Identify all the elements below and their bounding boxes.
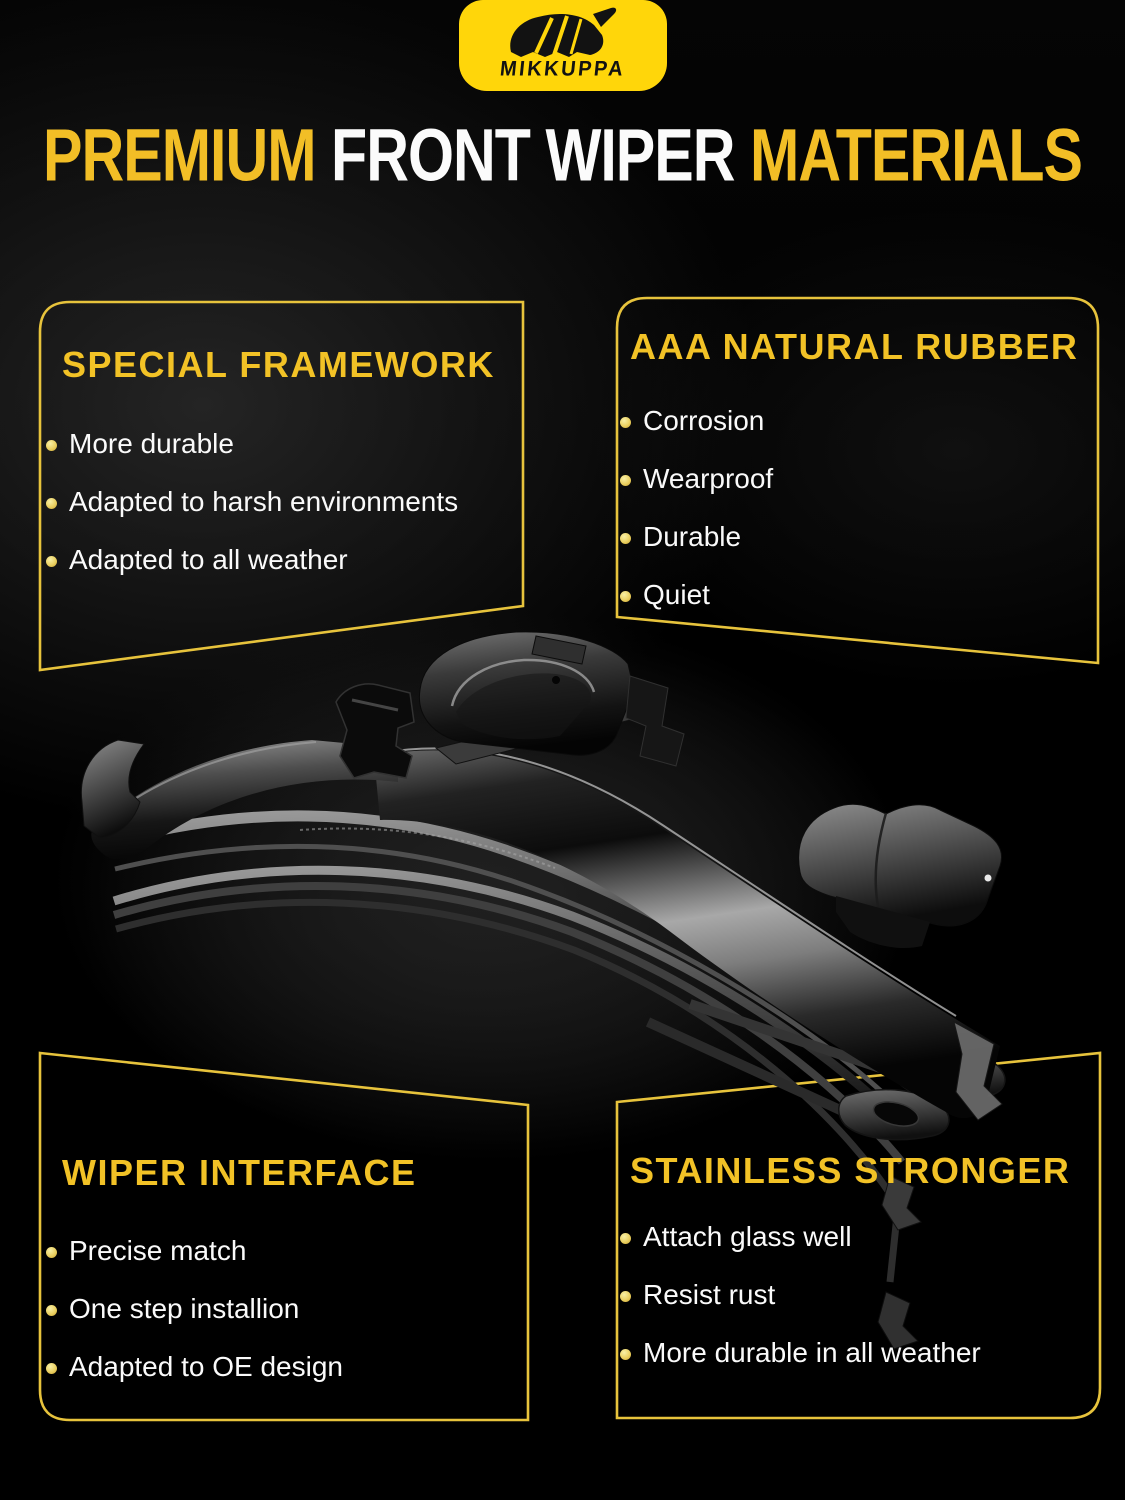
bullet-dot-icon (46, 556, 57, 567)
feature-item (620, 450, 773, 508)
feature-text: More durable in all weather (643, 1337, 981, 1368)
feature-item (620, 1324, 981, 1382)
bullet-dot-icon (620, 417, 631, 428)
feature-item (620, 508, 773, 566)
feature-text: More durable (69, 428, 234, 459)
headline-materials: MATERIALS (750, 113, 1083, 197)
bullet-dot-icon (620, 475, 631, 486)
bullet-dot-icon (620, 1349, 631, 1360)
feature-item (620, 1208, 981, 1266)
bullet-dot-icon (620, 1233, 631, 1244)
feature-text: Adapted to OE design (69, 1351, 343, 1382)
panel-title-wiper-interface: WIPER INTERFACE (62, 1152, 417, 1193)
bullet-dot-icon (620, 591, 631, 602)
bullet-dot-icon (46, 498, 57, 509)
feature-text: Durable (643, 521, 742, 552)
feature-item (46, 473, 458, 531)
feature-item (46, 1338, 343, 1396)
bullet-dot-icon (620, 1291, 631, 1302)
feature-text: Adapted to harsh environments (69, 486, 459, 517)
feature-list-stainless-stronger (620, 1208, 981, 1382)
feature-item (46, 415, 458, 473)
bullet-dot-icon (46, 1363, 57, 1374)
panel-title-special-framework: SPECIAL FRAMEWORK (62, 344, 495, 385)
bullet-dot-icon (620, 533, 631, 544)
adapter-screw-hole (552, 676, 560, 684)
feature-text: One step installion (69, 1293, 300, 1324)
feature-item (46, 1280, 343, 1338)
feature-text: Adapted to all weather (69, 544, 348, 575)
bullet-dot-icon (46, 1305, 57, 1316)
feature-item (620, 566, 773, 624)
panel-title-stainless-stronger: STAINLESS STRONGER (630, 1150, 1071, 1191)
feature-text: Corrosion (643, 405, 765, 436)
brand-logo-badge (459, 0, 667, 91)
feature-text: Quiet (643, 579, 710, 610)
feature-item (620, 1266, 981, 1324)
feature-text: Precise match (69, 1235, 247, 1266)
headline-front-wiper: FRONT WIPER (331, 113, 751, 197)
right-cap-pin (985, 875, 992, 882)
feature-item (46, 1222, 343, 1280)
feature-list-aaa-natural-rubber (620, 392, 773, 624)
page-title (17, 112, 1108, 197)
feature-text: Attach glass well (643, 1221, 852, 1252)
bull-logo-icon (497, 6, 629, 60)
feature-list-special-framework (46, 415, 458, 589)
headline-premium: PREMIUM (42, 113, 332, 197)
bullet-dot-icon (46, 440, 57, 451)
feature-text: Resist rust (643, 1279, 776, 1310)
brand-wordmark: MIKKUPPA (499, 57, 627, 81)
feature-item (620, 392, 773, 450)
panel-title-aaa-natural-rubber: AAA NATURAL RUBBER (630, 326, 1079, 367)
feature-text: Wearproof (643, 463, 774, 494)
bullet-dot-icon (46, 1247, 57, 1258)
feature-list-wiper-interface (46, 1222, 343, 1396)
feature-item (46, 531, 458, 589)
